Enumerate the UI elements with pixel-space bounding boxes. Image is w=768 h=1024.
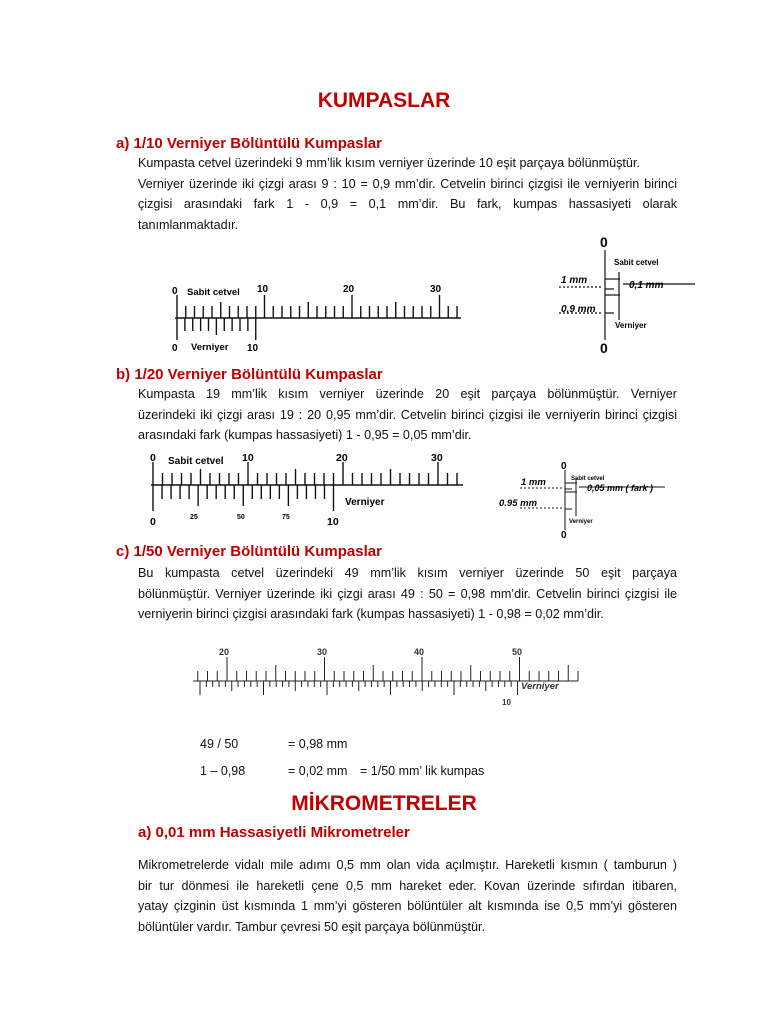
vernier-1-20-diagram (145, 449, 470, 529)
formula-2-right: = 1/50 mm’ lik kumpas (360, 764, 485, 778)
section-title-mikrometreler: MİKROMETRELER (291, 792, 477, 815)
section-a-heading: a) 1/10 Verniyer Bölüntülü Kumpaslar (116, 135, 382, 152)
formula-1-right: = 0,98 mm (288, 737, 348, 751)
label-zero-vernier: 0 (172, 343, 178, 354)
detail-1-diagram (555, 232, 705, 357)
line: Kumpasta 19 mm’lik kısım verniyer üzerinde 20 eşit parçaya bölünmüştür. Verniyer (138, 387, 677, 401)
label-zero: 0 (150, 452, 156, 464)
line: Kumpasta cetvel üzerindeki 9 mm’lik kısım verniyer üzerinde 10 eşit parçaya bölünmüştür. (138, 156, 640, 170)
label-thirty: 30 (431, 452, 443, 464)
section-c-text (138, 563, 677, 625)
label-twenty: 20 (336, 452, 348, 464)
detail1-1mm: 1 mm (561, 275, 588, 286)
line: çizgisi arasındaki fark 1 - 0,9 = 0,1 mm’dir. Bu fark, kumpas hassasiyeti olarak (138, 197, 677, 211)
label-ten-vernier: 10 (502, 698, 511, 707)
detail1-zero-top: 0 (600, 234, 608, 250)
label-verniyer: Verniyer (191, 342, 229, 353)
label-fifty: 50 (512, 647, 523, 657)
label-ten-vernier: 10 (327, 516, 339, 528)
line: verniyerin birinci çizgisi arasındaki fark (kumpas hassasiyeti) 1 - 0,98 = 0,02 mm’dir. (138, 607, 604, 621)
line: Verniyer üzerinde iki çizgi arası 9 : 10 = 0,9 mm’dir. Cetvelin birinci çizgisi ile verniyerin birinci (138, 176, 677, 191)
label-ten-vernier: 10 (247, 343, 259, 354)
detail1-step: 0,9 mm (561, 304, 596, 315)
label-twenty: 20 (219, 647, 230, 657)
formula-2-left: 1 – 0,98 (200, 764, 246, 778)
line: Bu kumpasta cetvel üzerindeki 49 mm’lik kısım verniyer üzerinde 50 eşit parçaya (138, 566, 677, 580)
label-sabit-cetvel: Sabit cetvel (187, 287, 240, 298)
page-title: KUMPASLAR (317, 89, 451, 112)
detail1-verniyer: Verniyer (615, 321, 647, 330)
detail2-zero-top: 0 (561, 461, 567, 472)
label-sabit-cetvel: Sabit cetvel (168, 456, 224, 467)
label-verniyer: Verniyer (521, 681, 559, 692)
section-b-heading: b) 1/20 Verniyer Bölüntülü Kumpaslar (116, 366, 383, 383)
section-c-heading: c) 1/50 Verniyer Bölüntülü Kumpaslar (116, 543, 382, 560)
label-50: 50 (237, 514, 245, 521)
line: üzerindeki iki çizgi arası 19 : 20 0,95 mm’dir. Cetvelin birinci çizgisi ile verniyerin birinci çizgisi (138, 407, 677, 422)
line: tanımlanmaktadır. (138, 217, 239, 232)
micro-text (138, 855, 677, 937)
vernier-1-10-diagram (165, 280, 465, 355)
detail2-step: 0.95 mm (499, 498, 538, 509)
label-zero-vernier: 0 (150, 516, 156, 528)
detail2-sabit: Sabit cetvel (571, 476, 605, 482)
section-a-text (138, 153, 677, 235)
vernier-1-50-diagram (188, 643, 583, 708)
detail1-fark: 0,1 mm (629, 280, 664, 291)
label-ten: 10 (242, 452, 254, 464)
line: bölüntüler vardır. Tambur çevresi 50 eşit parçaya bölünmüştür. (138, 919, 485, 934)
micro-heading: a) 0,01 mm Hassasiyetli Mikrometreler (138, 824, 410, 841)
label-thirty: 30 (430, 284, 442, 295)
formula-2-mid: = 0,02 mm (288, 764, 348, 778)
label-twenty: 20 (343, 284, 355, 295)
detail2-verniyer: Verniyer (569, 519, 593, 525)
label-verniyer: Verniyer (345, 497, 385, 508)
label-zero: 0 (172, 286, 178, 297)
detail1-zero-bottom: 0 (600, 340, 608, 356)
detail2-zero-bottom: 0 (561, 530, 567, 541)
detail2-1mm: 1 mm (521, 477, 546, 488)
line: arasındaki fark (kumpas hassasiyeti) 1 - 0,95 = 0,05 mm’dir. (138, 428, 472, 442)
label-forty: 40 (414, 647, 425, 657)
section-b-text (138, 384, 677, 446)
line: bölünmüştür. Verniyer üzerinde iki çizgi arası 49 : 50 = 0,98 mm’dir. Cetvelin birinci çizgisi ile (138, 586, 677, 601)
detail1-sabit: Sabit cetvel (614, 258, 659, 267)
detail-2-diagram (495, 456, 685, 541)
label-25: 25 (190, 514, 198, 521)
line: yatay çizginin üst kısmında 1 mm’yi gösteren bölüntüler alt kısmında ise 0,5 mm’yi gösteren (138, 899, 677, 913)
label-75: 75 (282, 514, 290, 521)
formula-1-left: 49 / 50 (200, 737, 239, 751)
label-ten: 10 (257, 284, 269, 295)
label-thirty: 30 (317, 647, 328, 657)
line: bir tur dönmesi ile hareketli çene 0,5 mm hareket eder. Kovan üzerinde sıfırdan itibaren, (138, 878, 677, 893)
line: Mikrometrelerde vidalı mile adımı 0,5 mm olan vida açılmıştır. Hareketli kısmın ( tamburun ) (138, 858, 677, 872)
detail2-fark: 0,05 mm ( fark ) (587, 483, 654, 493)
